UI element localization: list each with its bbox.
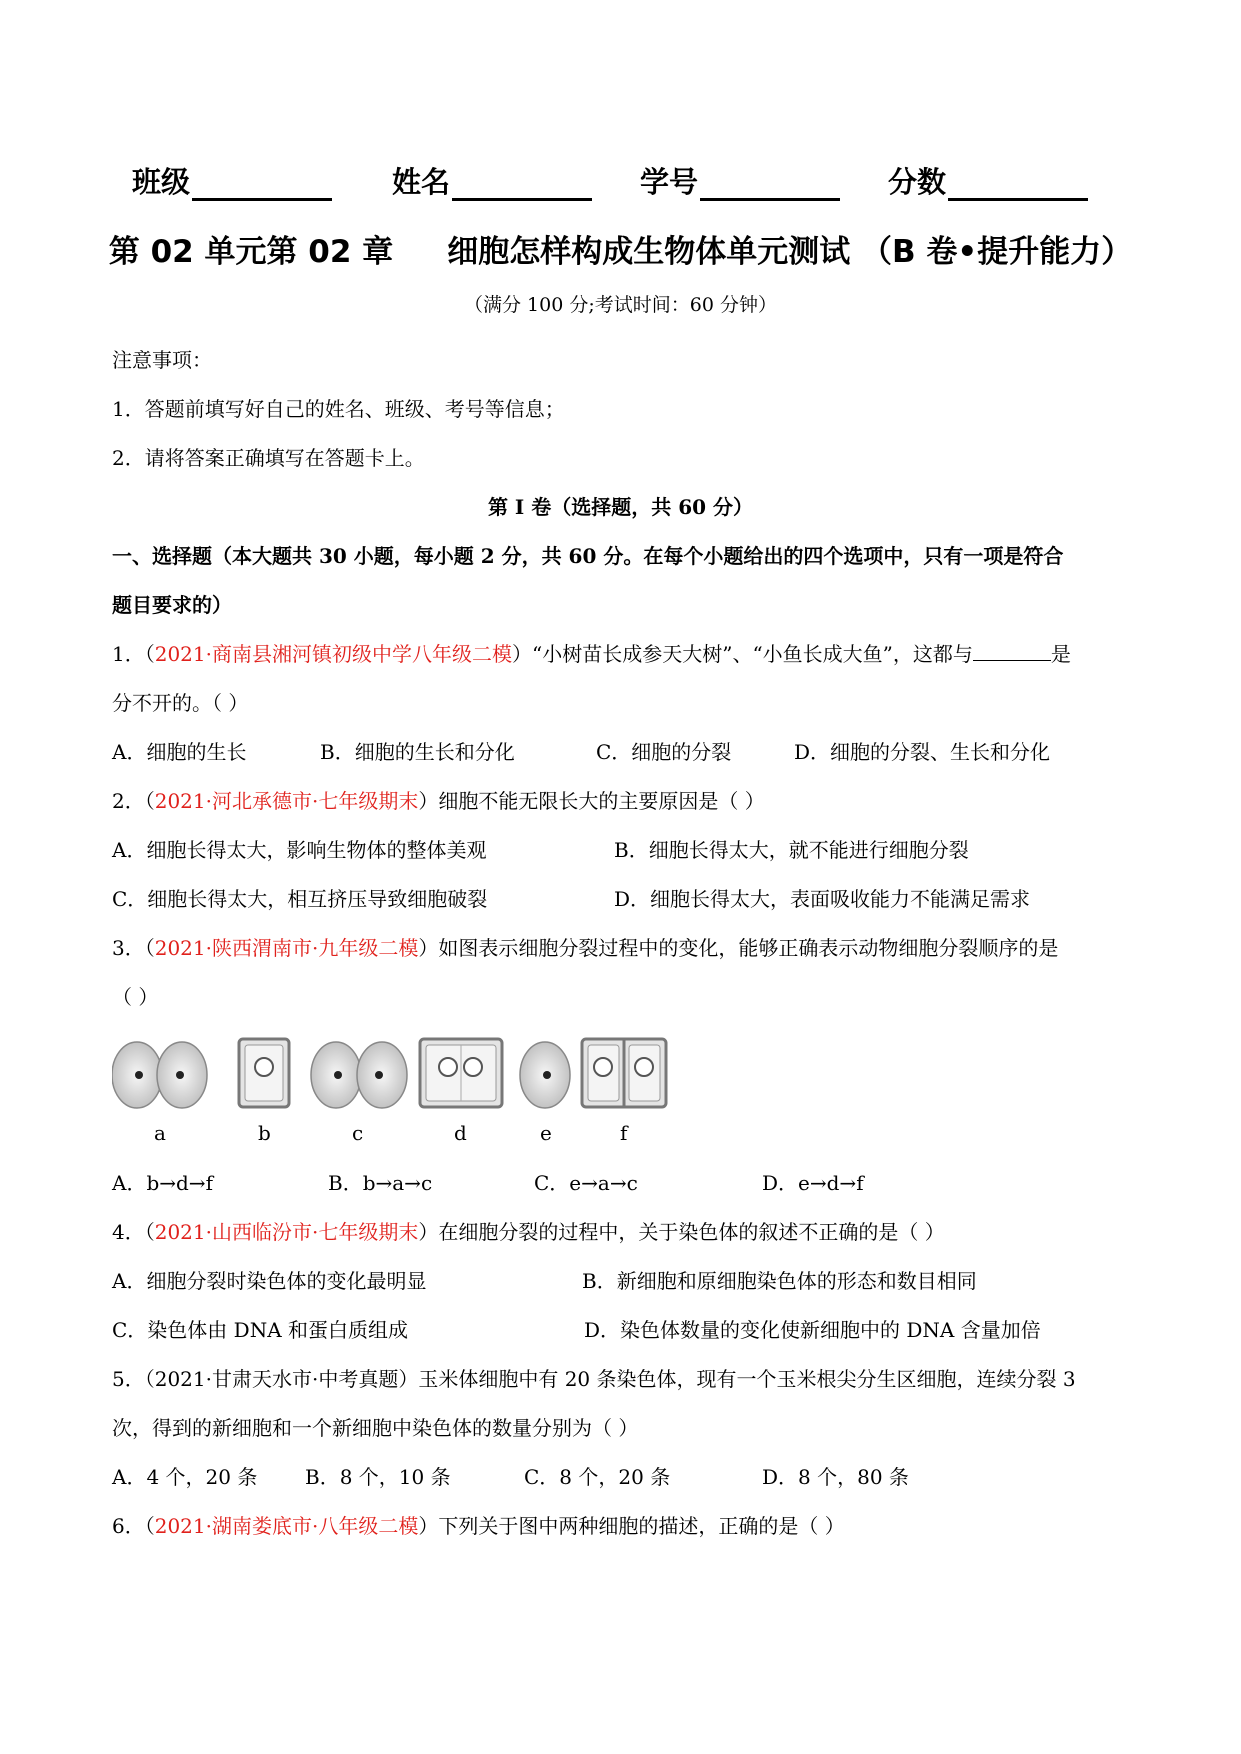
option-c[interactable]: C．8 个，20 条: [524, 1465, 671, 1489]
option-b[interactable]: B．b→a→c: [328, 1171, 433, 1195]
question-5-cont: 次，得到的新细胞和一个新细胞中染色体的数量分别为（ ）: [112, 1416, 639, 1440]
option-c[interactable]: C．染色体由 DNA 和蛋白质组成: [112, 1318, 408, 1342]
option-b[interactable]: B．新细胞和原细胞染色体的形态和数目相同: [582, 1269, 977, 1293]
question-6: 6．（2021·湖南娄底市·八年级二模）下列关于图中两种细胞的描述，正确的是（ ）: [112, 1514, 845, 1538]
question-source: 2021·河北承德市·七年级期末: [154, 789, 419, 813]
option-c[interactable]: C．细胞的分裂: [596, 740, 732, 764]
exam-subtitle: （满分 100 分;考试时间：60 分钟）: [464, 294, 777, 316]
score-label: 分数: [888, 165, 947, 199]
question-source: 2021·商南县湘河镇初级中学八年级二模: [154, 642, 512, 666]
cell-e-animal: [520, 1042, 570, 1108]
question-source: 2021·湖南娄底市·八年级二模: [154, 1514, 419, 1538]
option-d[interactable]: D．e→d→f: [762, 1171, 864, 1195]
class-label: 班级: [132, 165, 191, 199]
question-1-cont: 分不开的。（ ）: [112, 691, 249, 715]
figure-label-d: d: [454, 1121, 467, 1145]
note-item: 1．答题前填写好自己的姓名、班级、考号等信息；: [112, 397, 565, 421]
section-instructions: 一、选择题（本大题共 30 小题，每小题 2 分，共 60 分。在每个小题给出的四个选项中，只有一项是符合: [112, 544, 1064, 568]
question-1: 1．（2021·商南县湘河镇初级中学八年级二模）“小树苗长成参天大树”、“小鱼长成大鱼”，这都与 是: [112, 642, 1071, 666]
option-c[interactable]: C．细胞长得太大，相互挤压导致细胞破裂: [112, 887, 488, 911]
option-b[interactable]: B．细胞长得太大，就不能进行细胞分裂: [614, 838, 969, 862]
answer-blank[interactable]: [973, 642, 1051, 661]
option-a[interactable]: A．细胞长得太大，影响生物体的整体美观: [112, 838, 487, 862]
option-d[interactable]: D．染色体数量的变化使新细胞中的 DNA 含量加倍: [584, 1318, 1041, 1342]
student-id-label: 学号: [640, 165, 699, 199]
question-2: 2．（2021·河北承德市·七年级期末）细胞不能无限长大的主要原因是（ ）: [112, 789, 765, 813]
question-3: 3．（2021·陕西渭南市·九年级二模）如图表示细胞分裂过程中的变化，能够正确表示动物细胞分裂顺序的是: [112, 936, 1059, 960]
figure-label-f: f: [620, 1121, 628, 1145]
cell-division-diagram: [112, 1035, 752, 1115]
option-a[interactable]: A．细胞的生长: [112, 740, 247, 764]
figure-label-b: b: [258, 1121, 271, 1145]
cell-c-animal-dividing: [311, 1042, 407, 1108]
score-field: [888, 160, 1088, 201]
option-d[interactable]: D．细胞长得太大，表面吸收能力不能满足需求: [614, 887, 1031, 911]
class-blank[interactable]: [192, 170, 332, 201]
option-c[interactable]: C．e→a→c: [534, 1171, 638, 1195]
name-field: [392, 160, 592, 201]
cell-d-plant-two-nuclei: [420, 1039, 502, 1107]
question-3-cont: （ ）: [112, 985, 159, 1009]
figure-label-c: c: [352, 1121, 364, 1145]
option-a[interactable]: A．b→d→f: [112, 1171, 213, 1195]
cell-b-plant: [239, 1039, 289, 1107]
option-a[interactable]: A．细胞分裂时染色体的变化最明显: [112, 1269, 427, 1293]
cell-f-plant-divided: [582, 1039, 666, 1107]
option-d[interactable]: D．细胞的分裂、生长和分化: [794, 740, 1051, 764]
section-title: 第 I 卷（选择题，共 60 分）: [487, 495, 754, 519]
score-blank[interactable]: [948, 170, 1088, 201]
option-b[interactable]: B．8 个，10 条: [305, 1465, 451, 1489]
cell-a-animal-dividing: [112, 1042, 207, 1108]
question-4: 4．（2021·山西临汾市·七年级期末）在细胞分裂的过程中，关于染色体的叙述不正确的是（ ）: [112, 1220, 945, 1244]
option-a[interactable]: A．4 个，20 条: [112, 1465, 258, 1489]
question-5: 5．（2021·甘肃天水市·中考真题）玉米体细胞中有 20 条染色体，现有一个玉米根尖分生区细胞，连续分裂 3: [112, 1367, 1076, 1391]
question-source: 2021·陕西渭南市·九年级二模: [154, 936, 419, 960]
student-id-field: [640, 160, 840, 201]
option-d[interactable]: D．8 个，80 条: [762, 1465, 909, 1489]
student-id-blank[interactable]: [700, 170, 840, 201]
note-item: 2．请将答案正确填写在答题卡上。: [112, 446, 425, 470]
question-source: 2021·山西临汾市·七年级期末: [154, 1220, 419, 1244]
figure-label-a: a: [154, 1121, 166, 1145]
exam-title: 第 02 单元第 02 章 细胞怎样构成生物体单元测试 （B 卷•提升能力）: [108, 234, 1133, 270]
name-blank[interactable]: [452, 170, 592, 201]
section-instructions-cont: 题目要求的）: [112, 593, 232, 617]
notes-heading: 注意事项：: [112, 348, 212, 372]
figure-label-e: e: [540, 1121, 552, 1145]
option-b[interactable]: B．细胞的生长和分化: [320, 740, 515, 764]
cell-division-figure: [112, 1035, 752, 1145]
name-label: 姓名: [392, 165, 451, 199]
class-field: [132, 160, 332, 201]
